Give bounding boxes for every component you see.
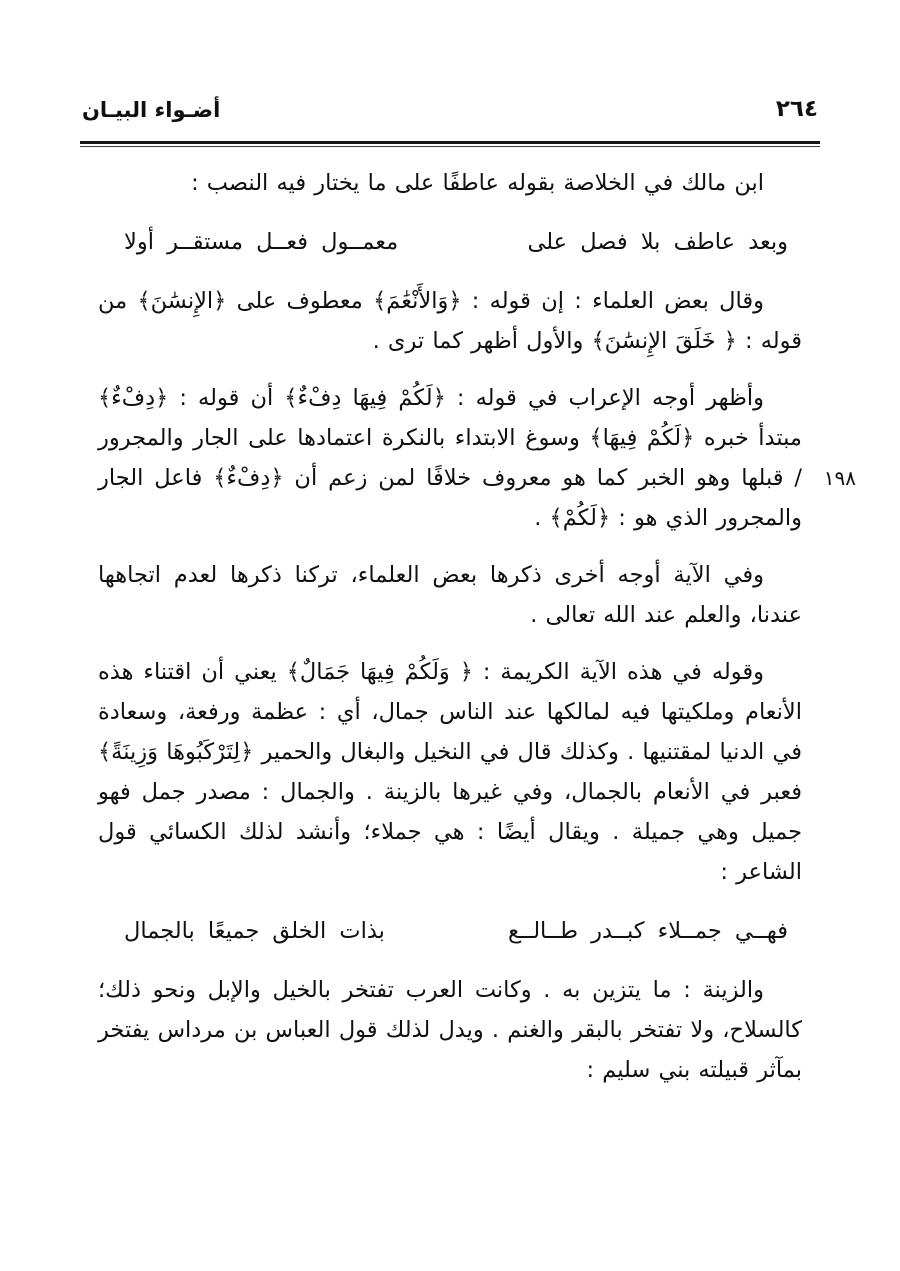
body-paragraph: وقوله في هذه الآية الكريمة : ﴿ وَلَكُمْ فِيهَا جَمَالٌ﴾ يعني أن اقتناء هذه الأنعام وملكيتها فيه لمالكها عند الناس جمال، أي : عظمة ورفعة، وسعادة في الدنيا لمقتنيها . وكذلك قال في النخيل والبغال والحمير ﴿لِتَرْكَبُوهَا وَزِينَةً﴾ فعبر في الأنعام بالجمال، وفي غيرها بالزينة . والجمال : مصدر جمل فهو جميل وهي جميلة . ويقال أيضًا : هي جملاء؛ وأنشد لذلك الكسائي قول الشاعر :: [98, 659, 802, 885]
hemistich-left: بذات الخلق جميعًا بالجمال: [124, 918, 385, 944]
running-head: [82, 96, 818, 122]
hemistich-right: فهــي جمــلاء كبــدر طــالــع: [508, 918, 788, 944]
body-paragraph: وفي الآية أوجه أخرى ذكرها بعض العلماء، تركنا ذكرها لعدم اتجاهها عندنا، والعلم عند الله تعالى .: [98, 562, 802, 628]
page-number: ٢٦٤: [775, 96, 818, 122]
margin-folio-number: ١٩٨: [823, 466, 856, 490]
poetry-line: [98, 909, 802, 951]
body-paragraph: وأظهر أوجه الإعراب في قوله : ﴿لَكُمْ فِيهَا دِفْءٌ﴾ أن قوله : ﴿دِفْءٌ﴾ مبتدأ خبره ﴿لَكُمْ فِيهَا﴾ وسوغ الابتداء بالنكرة اعتمادها على الجار والمجرور / قبلها وهو الخبر كما هو معروف خلافًا لمن زعم أن ﴿دِفْءٌ﴾ فاعل الجار والمجرور الذي هو : ﴿لَكُمْ﴾ .: [98, 385, 802, 531]
body-paragraph: والزينة : ما يتزين به . وكانت العرب تفتخر بالخيل والإبل ونحو ذلك؛ كالسلاح، ولا تفتخر بالبقر والغنم . ويدل لذلك قول العباس بن مرداس يفتخر بمآثر قبيلته بني سليم :: [98, 977, 802, 1083]
hemistich-right: وبعد عاطف بلا فصل على: [527, 229, 788, 255]
body-paragraph: ابن مالك في الخلاصة بقوله عاطفًا على ما يختار فيه النصب :: [191, 170, 764, 196]
running-head-title: أضـواء البيـان: [82, 98, 221, 122]
header-rule: [80, 141, 820, 147]
body-paragraph: وقال بعض العلماء : إن قوله : ﴿وَالأَنْعَٰمَ﴾ معطوف على ﴿الإِنسَٰنَ﴾ من قوله : ﴿ خَلَقَ الإِنسَٰنَ﴾ والأول أظهر كما ترى .: [98, 288, 802, 354]
poetry-line: [98, 220, 802, 262]
hemistich-left: معمــول فعــل مستقــر أولا: [124, 229, 399, 255]
body-text: [98, 163, 802, 1107]
